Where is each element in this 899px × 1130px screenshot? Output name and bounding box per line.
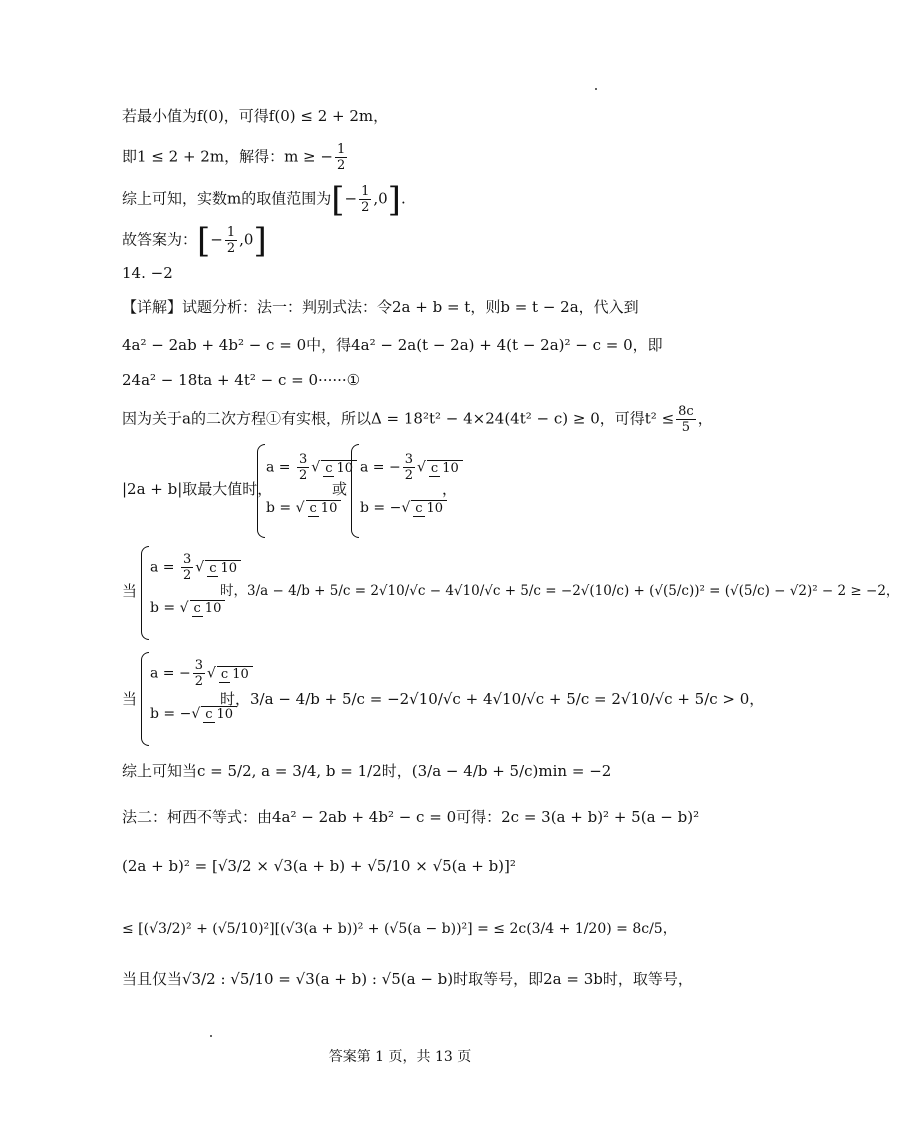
text-line: 综上可知，实数m的取值范围为[− $\frac{1}{2}$ ,0]. xyxy=(122,179,406,220)
text-line: 综上可知当c = 5/2, a = 3/4, b = 1/2时，(3/a − 4/b + 5/c)min = −2 xyxy=(122,762,612,780)
system-eq: b = −√ c 10 xyxy=(150,706,239,722)
system-eq: b = √ c 10 xyxy=(266,500,343,516)
text-line: 若最小值为f(0)，可得f(0) ≤ 2 + 2m， xyxy=(122,107,389,125)
text-line: 24a² − 18ta + 4t² − c = 0······① xyxy=(122,371,361,389)
system-eq: a = − $\frac{3}{2}$ √ c 10 xyxy=(360,452,465,483)
scan-dot xyxy=(210,1035,212,1037)
system-eq: b = √ c 10 xyxy=(150,600,227,616)
system-eq: b = −√ c 10 xyxy=(360,500,449,516)
system-eq: a = $\frac{3}{2}$ √ c 10 xyxy=(150,552,243,583)
text-line: 因为关于a的二次方程①有实根，所以Δ = 18²t² − 4×24(4t² − c) ≥ 0，可得t² ≤ $\frac{8c}{5}$ ， xyxy=(122,404,713,435)
system-eq: a = $\frac{3}{2}$ √ c 10 xyxy=(266,452,359,483)
text-line: |2a + b|取最大值时， xyxy=(122,480,273,498)
math-expression: (2a + b)² = [√3/2 × √3(a + b) + √5/10 × √5(a + b)]² xyxy=(122,857,516,875)
system-brace xyxy=(351,444,359,538)
system-eq: a = − $\frac{3}{2}$ √ c 10 xyxy=(150,658,255,689)
text-line: 当 xyxy=(122,582,138,600)
question-number: 14. −2 xyxy=(122,264,173,282)
page-footer: 答案第 1 页，共 13 页 xyxy=(328,1049,472,1065)
text-line: 【详解】试题分析：法一：判别式法：令2a + b = t，则b = t − 2a，代入到 xyxy=(122,298,639,316)
text-line: 即1 ≤ 2 + 2m，解得：m ≥ − $\frac{1}{2}$ xyxy=(122,142,346,173)
system-brace xyxy=(141,546,149,640)
text-line: 故答案为：[− $\frac{1}{2}$ ,0] xyxy=(122,220,267,261)
text-or: 或 xyxy=(332,480,348,498)
text-line: 当 xyxy=(122,690,138,708)
text-line: ， xyxy=(442,480,458,498)
scan-dot xyxy=(595,88,597,90)
math-expression: 时，3/a − 4/b + 5/c = 2√10/√c − 4√10/√c + 5/c = −2√(10/c) + (√(5/c))² = (√(5/c) − √2)² − 2 ≥ −2， xyxy=(220,583,899,599)
system-brace xyxy=(141,652,149,746)
text-line: 当且仅当√3/2 : √5/10 = √3(a + b) : √5(a − b)时取等号，即2a = 3b时，取等号， xyxy=(122,970,693,988)
text-line: 法二：柯西不等式：由4a² − 2ab + 4b² − c = 0可得：2c = 3(a + b)² + 5(a − b)² xyxy=(122,808,700,826)
math-expression: 时，3/a − 4/b + 5/c = −2√10/√c + 4√10/√c + 5/c = 2√10/√c + 5/c > 0， xyxy=(220,690,765,708)
system-brace xyxy=(257,444,265,538)
text-line: 4a² − 2ab + 4b² − c = 0中，得4a² − 2a(t − 2a) + 4(t − 2a)² − c = 0，即 xyxy=(122,336,663,354)
math-expression: ≤ [(√3/2)² + (√5/10)²][(√3(a + b))² + (√5(a − b))²] = ≤ 2c(3/4 + 1/20) = 8c/5， xyxy=(122,921,677,937)
